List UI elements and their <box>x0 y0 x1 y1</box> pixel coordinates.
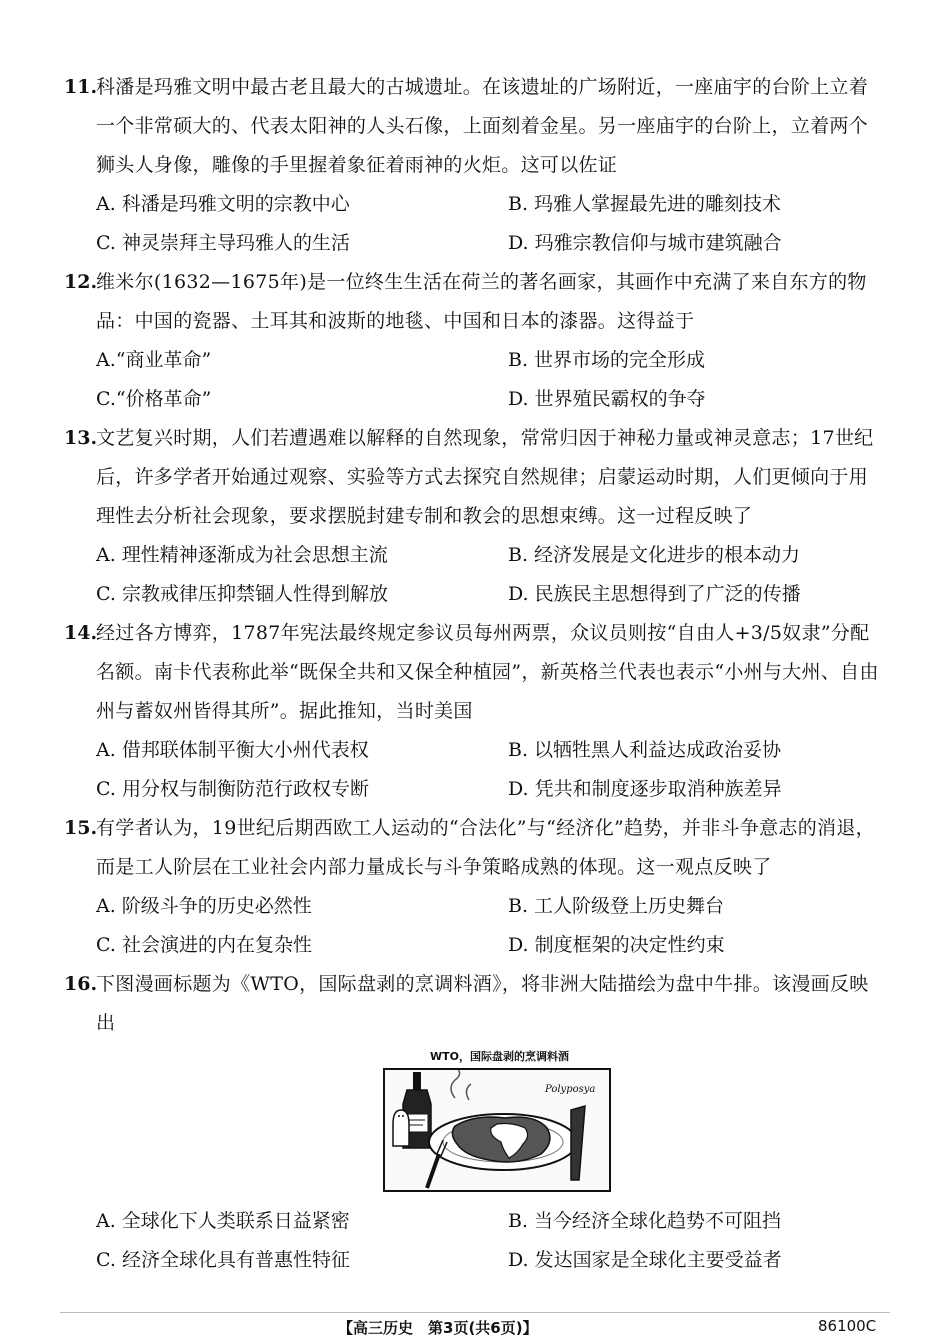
option-b: B. 经济发展是文化进步的根本动力 <box>508 544 801 566</box>
option-c: C. 神灵崇拜主导玛雅人的生活 <box>96 232 350 254</box>
option-d: D. 制度框架的决定性约束 <box>508 934 725 956</box>
page-footer-label: 【高三历史 第3页(共6页)】 <box>338 1319 538 1337</box>
option-b: B. 玛雅人掌握最先进的雕刻技术 <box>508 193 782 215</box>
question-stem: 下图漫画标题为《WTO，国际盘剥的烹调料酒》，将非洲大陆描绘为盘中牛排。该漫画反映出 <box>96 973 869 1034</box>
cartoon-drawing <box>385 1070 609 1190</box>
question-stem: 维米尔(1632—1675年)是一位终生生活在荷兰的著名画家，其画作中充满了来自东方的物品：中国的瓷器、土耳其和波斯的地毯、中国和日本的漆器。这得益于 <box>96 271 867 332</box>
question-stem: 有学者认为，19世纪后期西欧工人运动的“合法化”与“经济化”趋势，并非斗争意志的消退，而是工人阶层在工业社会内部力量成长与斗争策略成熟的体现。这一观点反映了 <box>96 817 875 878</box>
option-a: A. 理性精神逐渐成为社会思想主流 <box>96 544 388 566</box>
footer-divider <box>60 1312 890 1313</box>
question-number: 11. <box>64 76 98 98</box>
option-c: C. 经济全球化具有普惠性特征 <box>96 1249 350 1271</box>
question-number: 13. <box>64 427 98 449</box>
option-c: C. 用分权与制衡防范行政权专断 <box>96 778 369 800</box>
option-c: C. 宗教戒律压抑禁锢人性得到解放 <box>96 583 388 605</box>
option-b: B. 以牺牲黑人利益达成政治妥协 <box>508 739 782 761</box>
page-footer-code: 86100C <box>818 1317 877 1335</box>
option-d: D. 世界殖民霸权的争夺 <box>508 388 706 410</box>
option-d: D. 凭共和制度逐步取消种族差异 <box>508 778 782 800</box>
option-b: B. 工人阶级登上历史舞台 <box>508 895 725 917</box>
option-d: D. 民族民主思想得到了广泛的传播 <box>508 583 801 605</box>
question-stem: 文艺复兴时期，人们若遭遇难以解释的自然现象，常常归因于神秘力量或神灵意志；17世纪后，许多学者开始通过观察、实验等方式去探究自然规律；启蒙运动时期，人们更倾向于用理性去分析社会现象，要求摆脱封建专制和教会的思想束缚。这一过程反映了 <box>96 427 874 527</box>
question-stem: 科潘是玛雅文明中最古老且最大的古城遗址。在该遗址的广场附近，一座庙宇的台阶上立着一个非常硕大的、代表太阳神的人头石像，上面刻着金星。另一座庙宇的台阶上，立着两个狮头人身像，雕像的手里握着象征着雨神的火炬。这可以佐证 <box>96 76 869 176</box>
salt-shaker-icon <box>393 1110 409 1146</box>
question-number: 16. <box>64 973 98 995</box>
option-a: A. 科潘是玛雅文明的宗教中心 <box>96 193 350 215</box>
option-b: B. 当今经济全球化趋势不可阻挡 <box>508 1210 782 1232</box>
option-c: C.“价格革命” <box>96 388 212 410</box>
option-c: C. 社会演进的内在复杂性 <box>96 934 312 956</box>
cartoon-title: WTO，国际盘剥的烹调料酒 <box>430 1050 569 1063</box>
cartoon-image <box>383 1068 611 1192</box>
option-a: A. 全球化下人类联系日益紧密 <box>96 1210 350 1232</box>
cartoon-signature: Polyposya <box>545 1084 596 1095</box>
question-stem: 经过各方博弈，1787年宪法最终规定参议员每州两票，众议员则按“自由人+3/5奴隶”分配名额。南卡代表称此举“既保全共和又保全种植园”，新英格兰代表也表示“小州与大州、自由州与蓄奴州皆得其所”。据此推知，当时美国 <box>96 622 879 722</box>
question-number: 14. <box>64 622 98 644</box>
option-a: A. 借邦联体制平衡大小州代表权 <box>96 739 369 761</box>
option-d: D. 发达国家是全球化主要受益者 <box>508 1249 782 1271</box>
option-a: A.“商业革命” <box>96 349 212 371</box>
question-number: 12. <box>64 271 98 293</box>
question-number: 15. <box>64 817 98 839</box>
option-a: A. 阶级斗争的历史必然性 <box>96 895 312 917</box>
option-b: B. 世界市场的完全形成 <box>508 349 706 371</box>
knife-icon <box>571 1106 585 1180</box>
option-d: D. 玛雅宗教信仰与城市建筑融合 <box>508 232 782 254</box>
